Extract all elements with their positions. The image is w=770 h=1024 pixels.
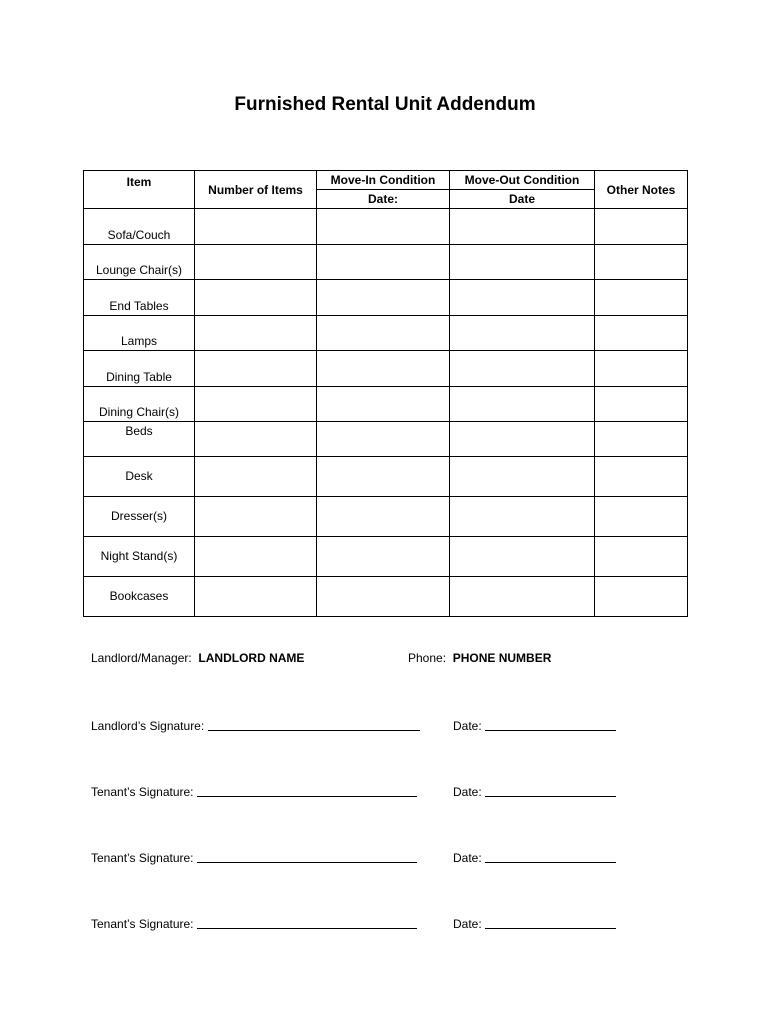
page-title: Furnished Rental Unit Addendum bbox=[234, 94, 536, 115]
item-label: Night Stand(s) bbox=[84, 537, 195, 577]
date-row bbox=[453, 717, 616, 733]
number-cell[interactable] bbox=[195, 316, 317, 351]
signature-line[interactable] bbox=[197, 784, 417, 797]
number-cell[interactable] bbox=[195, 351, 317, 387]
header-move-in-date: Date: bbox=[317, 190, 450, 209]
item-label: Dining Table bbox=[84, 351, 195, 387]
notes-cell[interactable] bbox=[595, 209, 688, 245]
signature-line[interactable] bbox=[208, 718, 420, 731]
phone-label: Phone: bbox=[408, 651, 447, 665]
item-label: End Tables bbox=[84, 280, 195, 316]
item-label: Beds bbox=[84, 422, 195, 457]
date-label: Date: bbox=[453, 785, 482, 799]
notes-cell[interactable] bbox=[595, 497, 688, 537]
move-out-cell[interactable] bbox=[450, 387, 595, 422]
header-move-out-condition: Move-Out Condition bbox=[450, 171, 595, 190]
date-row bbox=[453, 849, 616, 865]
notes-cell[interactable] bbox=[595, 422, 688, 457]
move-out-cell[interactable] bbox=[450, 537, 595, 577]
header-move-in-condition: Move-In Condition bbox=[317, 171, 450, 190]
notes-cell[interactable] bbox=[595, 577, 688, 617]
move-out-cell[interactable] bbox=[450, 316, 595, 351]
move-in-cell[interactable] bbox=[317, 457, 450, 497]
date-label: Date: bbox=[453, 917, 482, 931]
signature-label: Tenant’s Signature: bbox=[91, 785, 194, 799]
item-label: Dining Chair(s) bbox=[84, 387, 195, 422]
signature-label: Tenant’s Signature: bbox=[91, 851, 194, 865]
signature-line[interactable] bbox=[197, 850, 417, 863]
number-cell[interactable] bbox=[195, 422, 317, 457]
date-row bbox=[453, 915, 616, 931]
number-cell[interactable] bbox=[195, 245, 317, 280]
signature-label: Landlord’s Signature: bbox=[91, 719, 205, 733]
date-label: Date: bbox=[453, 719, 482, 733]
move-out-cell[interactable] bbox=[450, 209, 595, 245]
move-in-cell[interactable] bbox=[317, 497, 450, 537]
notes-cell[interactable] bbox=[595, 387, 688, 422]
move-out-cell[interactable] bbox=[450, 351, 595, 387]
header-other-notes: Other Notes bbox=[595, 171, 688, 209]
number-cell[interactable] bbox=[195, 497, 317, 537]
move-out-cell[interactable] bbox=[450, 280, 595, 316]
item-label: Lounge Chair(s) bbox=[84, 245, 195, 280]
date-label: Date: bbox=[453, 851, 482, 865]
date-row bbox=[453, 783, 616, 799]
date-line[interactable] bbox=[485, 916, 616, 929]
move-in-cell[interactable] bbox=[317, 280, 450, 316]
number-cell[interactable] bbox=[195, 209, 317, 245]
move-out-cell[interactable] bbox=[450, 497, 595, 537]
item-label: Sofa/Couch bbox=[84, 209, 195, 245]
move-in-cell[interactable] bbox=[317, 245, 450, 280]
header-number-of-items: Number of Items bbox=[195, 171, 317, 209]
number-cell[interactable] bbox=[195, 387, 317, 422]
item-label: Desk bbox=[84, 457, 195, 497]
number-cell[interactable] bbox=[195, 537, 317, 577]
signature-row bbox=[91, 849, 417, 865]
item-label: Bookcases bbox=[84, 577, 195, 617]
number-cell[interactable] bbox=[195, 577, 317, 617]
landlord-name: LANDLORD NAME bbox=[198, 651, 305, 665]
notes-cell[interactable] bbox=[595, 245, 688, 280]
notes-cell[interactable] bbox=[595, 316, 688, 351]
move-in-cell[interactable] bbox=[317, 209, 450, 245]
landlord-label: Landlord/Manager: bbox=[91, 651, 192, 665]
landlord-row bbox=[91, 651, 304, 665]
signature-row bbox=[91, 717, 420, 733]
notes-cell[interactable] bbox=[595, 351, 688, 387]
move-in-cell[interactable] bbox=[317, 577, 450, 617]
notes-cell[interactable] bbox=[595, 457, 688, 497]
number-cell[interactable] bbox=[195, 457, 317, 497]
signature-label: Tenant’s Signature: bbox=[91, 917, 194, 931]
item-label: Lamps bbox=[84, 316, 195, 351]
phone-row bbox=[408, 651, 551, 665]
move-in-cell[interactable] bbox=[317, 537, 450, 577]
header-move-out-date: Date bbox=[450, 190, 595, 209]
item-label: Dresser(s) bbox=[84, 497, 195, 537]
header-item: Item bbox=[84, 171, 195, 209]
date-line[interactable] bbox=[485, 784, 616, 797]
move-out-cell[interactable] bbox=[450, 457, 595, 497]
date-line[interactable] bbox=[485, 850, 616, 863]
move-in-cell[interactable] bbox=[317, 351, 450, 387]
notes-cell[interactable] bbox=[595, 280, 688, 316]
move-in-cell[interactable] bbox=[317, 387, 450, 422]
move-in-cell[interactable] bbox=[317, 422, 450, 457]
date-line[interactable] bbox=[485, 718, 616, 731]
signature-row bbox=[91, 915, 417, 931]
move-in-cell[interactable] bbox=[317, 316, 450, 351]
signature-row bbox=[91, 783, 417, 799]
move-out-cell[interactable] bbox=[450, 245, 595, 280]
move-out-cell[interactable] bbox=[450, 422, 595, 457]
signature-line[interactable] bbox=[197, 916, 417, 929]
phone-number: PHONE NUMBER bbox=[452, 651, 552, 665]
inventory-table bbox=[83, 170, 688, 617]
move-out-cell[interactable] bbox=[450, 577, 595, 617]
number-cell[interactable] bbox=[195, 280, 317, 316]
notes-cell[interactable] bbox=[595, 537, 688, 577]
